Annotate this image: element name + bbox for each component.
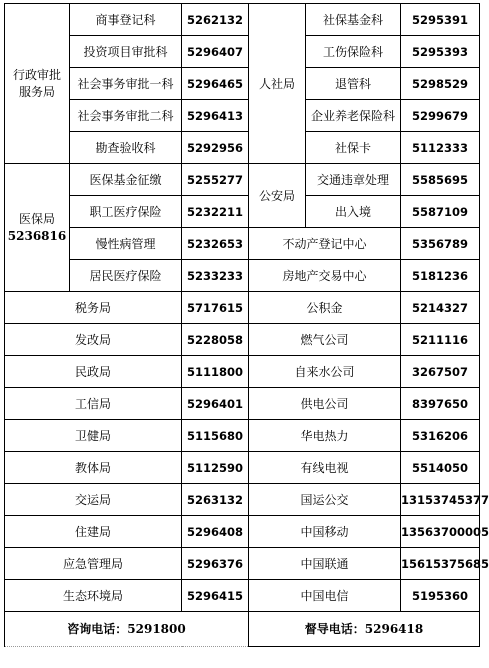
dept-name: 公积金	[249, 292, 401, 324]
dept-name: 应急管理局	[5, 548, 182, 580]
phone-directory-table	[4, 3, 489, 647]
section-name: 社会事务审批一科	[70, 68, 182, 100]
dept-label: 行政审批	[12, 67, 61, 82]
phone-number: 5298529	[401, 68, 480, 100]
phone-number: 5211116	[401, 324, 480, 356]
phone-number: 5232211	[182, 196, 249, 228]
dept-cell-admin-approval	[5, 4, 70, 164]
dept-label: 医保局	[18, 211, 55, 226]
table-row	[5, 452, 480, 484]
dept-cell-public-security: 公安局	[249, 164, 306, 228]
table-row	[5, 100, 480, 132]
phone-number: 15615375685	[401, 548, 480, 580]
section-name: 慢性病管理	[70, 228, 182, 260]
table-row	[5, 196, 480, 228]
section-name: 社会事务审批二科	[70, 100, 182, 132]
dept-phone: 5236816	[7, 228, 67, 243]
table-row	[5, 420, 480, 452]
phone-number: 5356789	[401, 228, 480, 260]
section-name: 退管科	[306, 68, 401, 100]
dept-name: 税务局	[5, 292, 182, 324]
table-row	[5, 548, 480, 580]
section-name: 居民医疗保险	[70, 260, 182, 292]
table-row	[5, 68, 480, 100]
section-name: 工伤保险科	[306, 36, 401, 68]
phone-number: 5111800	[182, 356, 249, 388]
dept-name: 工信局	[5, 388, 182, 420]
table-row	[5, 356, 480, 388]
phone-number: 5299679	[401, 100, 480, 132]
section-name: 商事登记科	[70, 4, 182, 36]
phone-number: 5296408	[182, 516, 249, 548]
table-row	[5, 580, 480, 612]
phone-number: 5112590	[182, 452, 249, 484]
phone-number: 5228058	[182, 324, 249, 356]
dept-name: 交运局	[5, 484, 182, 516]
phone-number: 5115680	[182, 420, 249, 452]
dept-cell-medical-insurance	[5, 164, 70, 292]
dept-name: 生态环境局	[5, 580, 182, 612]
table-row	[5, 4, 480, 36]
dept-name: 中国移动	[249, 516, 401, 548]
dept-label: 服务局	[18, 84, 55, 99]
table-row	[5, 516, 480, 548]
dept-name: 国运公交	[249, 484, 401, 516]
phone-number: 5233233	[182, 260, 249, 292]
phone-number: 5296413	[182, 100, 249, 132]
supervise-hotline: 督导电话：5296418	[249, 612, 480, 647]
dept-name: 燃气公司	[249, 324, 401, 356]
phone-number: 5296376	[182, 548, 249, 580]
section-name: 交通违章处理	[306, 164, 401, 196]
phone-number: 5181236	[401, 260, 480, 292]
dept-name: 自来水公司	[249, 356, 401, 388]
table-row	[5, 228, 480, 260]
section-name: 企业养老保险科	[306, 100, 401, 132]
phone-number: 5717615	[182, 292, 249, 324]
section-name: 医保基金征缴	[70, 164, 182, 196]
table-row	[5, 324, 480, 356]
section-name: 投资项目审批科	[70, 36, 182, 68]
dept-name: 华电热力	[249, 420, 401, 452]
phone-number: 5316206	[401, 420, 480, 452]
dept-name: 民政局	[5, 356, 182, 388]
table-row	[5, 164, 480, 196]
phone-number: 5514050	[401, 452, 480, 484]
phone-number: 5112333	[401, 132, 480, 164]
dept-name: 中国电信	[249, 580, 401, 612]
section-name: 职工医疗保险	[70, 196, 182, 228]
dept-name: 住建局	[5, 516, 182, 548]
consult-hotline: 咨询电话：5291800	[5, 612, 249, 647]
phone-number: 5214327	[401, 292, 480, 324]
phone-number: 3267507	[401, 356, 480, 388]
section-name: 勘查验收科	[70, 132, 182, 164]
phone-number: 5262132	[182, 4, 249, 36]
phone-number: 5295391	[401, 4, 480, 36]
phone-number: 13153745377	[401, 484, 480, 516]
dept-name: 教体局	[5, 452, 182, 484]
phone-number: 5195360	[401, 580, 480, 612]
table-row	[5, 36, 480, 68]
phone-number: 5263132	[182, 484, 249, 516]
section-name: 房地产交易中心	[249, 260, 401, 292]
phone-number: 5296415	[182, 580, 249, 612]
phone-number: 5232653	[182, 228, 249, 260]
section-name: 社保卡	[306, 132, 401, 164]
section-name: 不动产登记中心	[249, 228, 401, 260]
phone-number: 5587109	[401, 196, 480, 228]
table-row	[5, 132, 480, 164]
table-row	[5, 260, 480, 292]
phone-number: 5585695	[401, 164, 480, 196]
dept-name: 有线电视	[249, 452, 401, 484]
dept-cell-hr-social: 人社局	[249, 4, 306, 164]
phone-number: 5296407	[182, 36, 249, 68]
phone-number: 5295393	[401, 36, 480, 68]
phone-number: 5296401	[182, 388, 249, 420]
table-row	[5, 292, 480, 324]
dept-name: 卫健局	[5, 420, 182, 452]
phone-number: 5296465	[182, 68, 249, 100]
table-row	[5, 388, 480, 420]
phone-number: 8397650	[401, 388, 480, 420]
dept-name: 发改局	[5, 324, 182, 356]
section-name: 社保基金科	[306, 4, 401, 36]
table-row	[5, 484, 480, 516]
phone-number: 5255277	[182, 164, 249, 196]
footer-row	[5, 612, 480, 647]
phone-number: 5292956	[182, 132, 249, 164]
dept-name: 供电公司	[249, 388, 401, 420]
phone-number: 13563700005	[401, 516, 480, 548]
dept-name: 中国联通	[249, 548, 401, 580]
section-name: 出入境	[306, 196, 401, 228]
